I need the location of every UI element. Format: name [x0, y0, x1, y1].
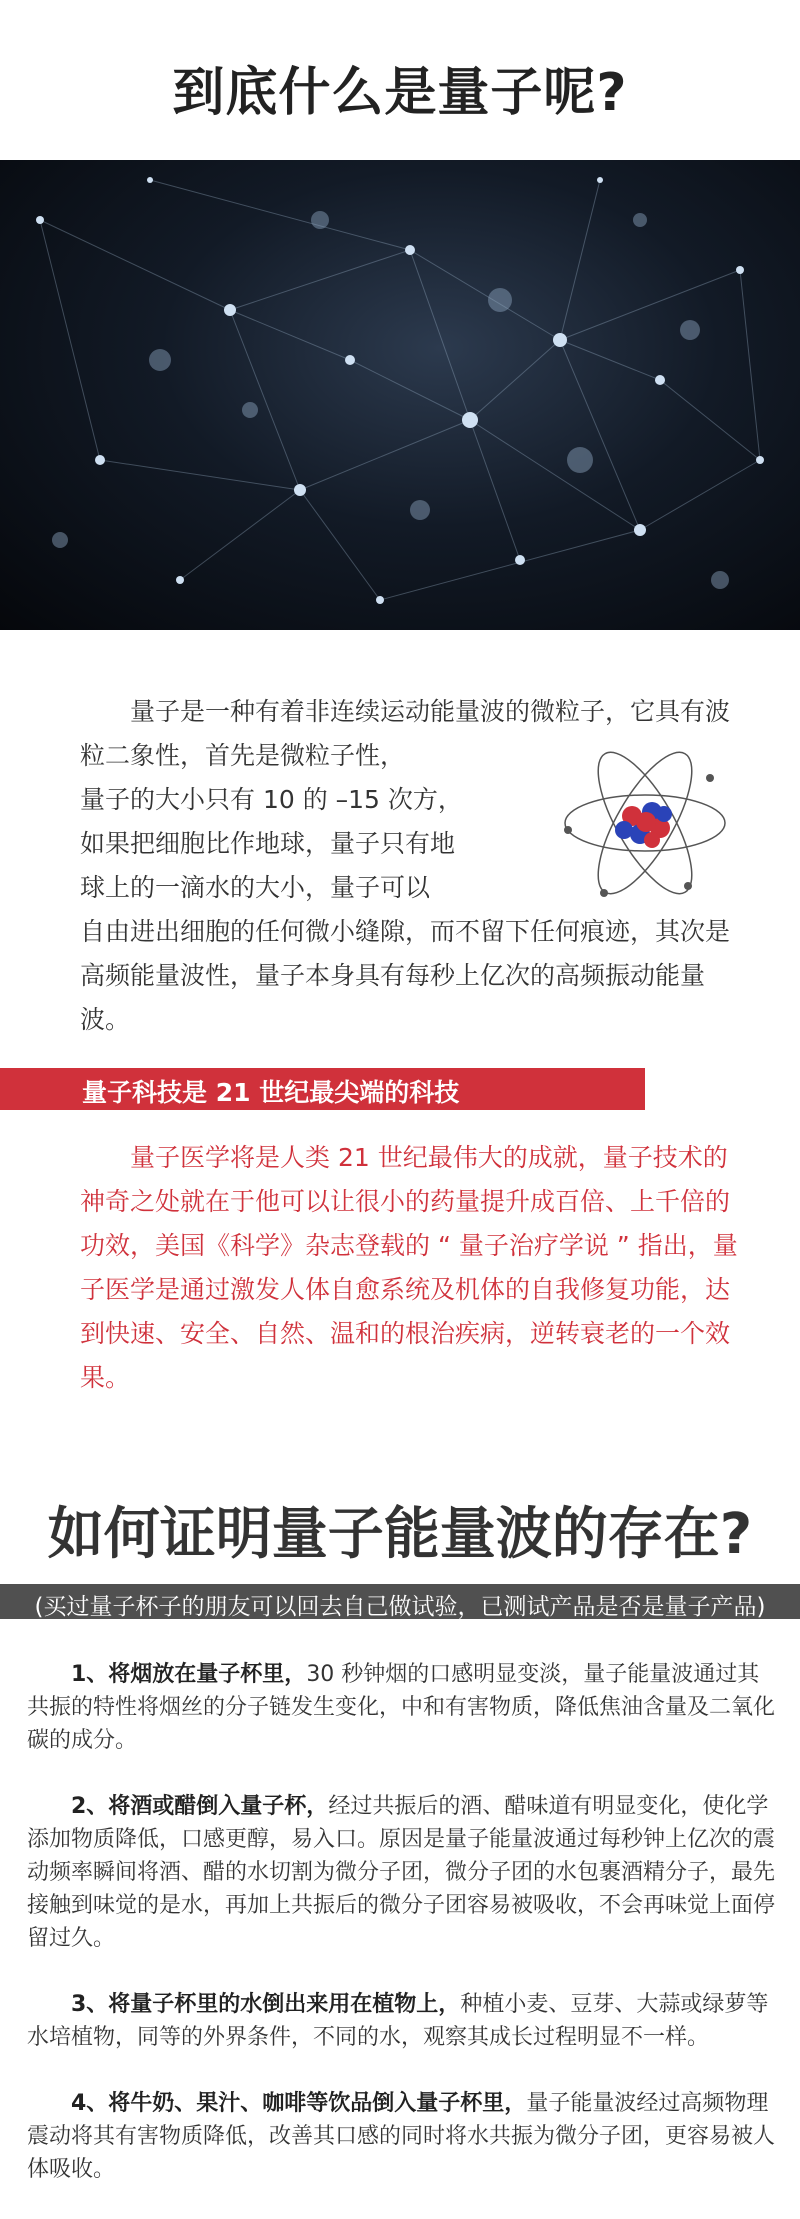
list-item [27, 2087, 775, 2186]
section1-banner [0, 1068, 645, 1110]
quantum-network-image [0, 160, 800, 630]
list-item [27, 1988, 775, 2054]
item-1-text: 30 秒钟烟的口感明显变淡，量子能量波通过其共振的特性将烟丝的分子链发生变化，中和有害物质，降低焦油含量及二氧化碳的成分。 [27, 1662, 776, 1753]
item-3-text: 种植小麦、豆芽、大蒜或绿萝等水培植物，同等的外界条件，不同的水，观察其成长过程明显不一样。 [27, 1992, 769, 2050]
intro-line-8: 波。 [80, 1005, 131, 1034]
list-item [27, 1790, 775, 1955]
section1-body: 量子医学将是人类 21 世纪最伟大的成就，量子技术的神奇之处就在于他可以让很小的药量提升成百倍、上千倍的功效，美国《科学》杂志登载的 “ 量子治疗学说 ” 指出，量子医学是通过激发人体自愈系统及机体的自我修复功能，达到快速、安全、自然、温和的根治疾病，逆转衰老的一个效果。 [80, 1143, 738, 1392]
item-4-lead: 4、将牛奶、果汁、咖啡等饮品倒入量子杯里， [71, 2091, 527, 2116]
intro-line-1: 量子是一种有着非连续运动能量波的微粒子，它具有波 [130, 697, 731, 726]
intro-line-6: 自由进出细胞的任何微小缝隙，而不留下任何痕迹，其次是 [80, 917, 731, 946]
list-item [27, 1658, 775, 1757]
section1-banner-text: 量子科技是 21 世纪最尖端的科技 [82, 1078, 460, 1107]
item-2-lead: 2、将酒或醋倒入量子杯， [71, 1794, 329, 1819]
intro-line-4: 如果把细胞比作地球，量子只有地 [80, 829, 456, 858]
item-4-text: 量子能量波经过高频物理震动将其有害物质降低，改善其口感的同时将水共振为微分子团，更容易被人体吸收。 [27, 2091, 776, 2182]
item-1-lead: 1、将烟放在量子杯里， [71, 1662, 307, 1687]
section1-paragraph [80, 1136, 750, 1400]
section2-title: 如何证明量子能量波的存在? [47, 1502, 753, 1567]
section2-subtitle: (买过量子杯子的朋友可以回去自己做试验，已测试产品是否是量子产品) [34, 1594, 766, 1620]
intro-line-5: 球上的一滴水的大小，量子可以 [80, 873, 431, 902]
intro-line-2: 粒二象性，首先是微粒子性， [80, 741, 406, 770]
section2-subtitle-bar [0, 1584, 800, 1619]
intro-line-3: 量子的大小只有 10 的 –15 次方， [80, 785, 463, 814]
experiment-list [27, 1658, 775, 2219]
item-3-lead: 3、将量子杯里的水倒出来用在植物上， [71, 1992, 461, 2017]
item-2-text: 经过共振后的酒、醋味道有明显变化，使化学添加物质降低，口感更醇，易入口。原因是量子能量波通过每秒钟上亿次的震动频率瞬间将酒、醋的水切割为微分子团，微分子团的水包裹酒精分子，最先接触到味觉的是水，再加上共振后的微分子团容易被吸收，不会再味觉上面停留过久。 [27, 1794, 776, 1951]
atom-icon [560, 738, 730, 908]
intro-line-7: 高频能量波性，量子本身具有每秒上亿次的高频振动能量 [80, 961, 706, 990]
page-title: 到底什么是量子呢? [172, 63, 628, 123]
